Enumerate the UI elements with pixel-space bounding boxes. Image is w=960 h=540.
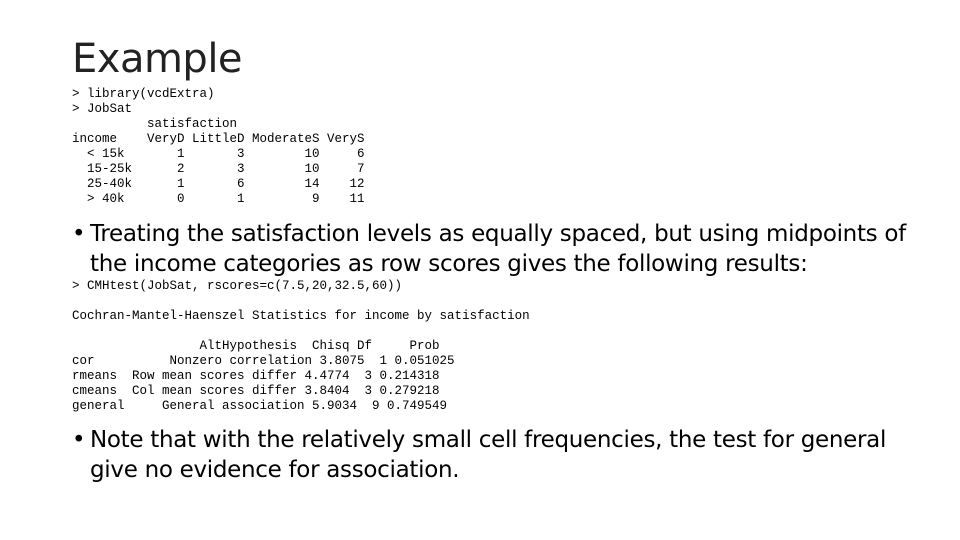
bullet-point [72, 219, 932, 279]
bullet-point [72, 425, 932, 485]
code-block-jobsat-table: > library(vcdExtra) > JobSat satisfaction income VeryD LittleD ModerateS VeryS < 15k 1 3 10 6 15-25k 2 3 10 7 25-40k 1 6 14 12 > 40k 0 1 9 11 [72, 87, 365, 206]
code-block-cmh-heading: Cochran-Mantel-Haenszel Statistics for income by satisfaction [72, 309, 530, 323]
bullet-glyph: • [72, 221, 86, 247]
code-block-cmh-results: AltHypothesis Chisq Df Prob cor Nonzero correlation 3.8075 1 0.051025 rmeans Row mean scores differ 4.4774 3 0.214318 cmeans Col mean scores differ 3.8404 3 0.279218 general General association 5.9034 9 0.749549 [72, 339, 455, 413]
slide-title: Example [72, 36, 243, 82]
code-block-cmhtest-call: > CMHtest(JobSat, rscores=c(7.5,20,32.5,60)) [72, 279, 403, 293]
bullet-text: Treating the satisfaction levels as equally spaced, but using midpoints of the income categories as row scores gives the following results: [90, 221, 906, 277]
bullet-glyph: • [72, 427, 86, 453]
bullet-text: Note that with the relatively small cell frequencies, the test for general give no evidence for association. [90, 427, 887, 483]
